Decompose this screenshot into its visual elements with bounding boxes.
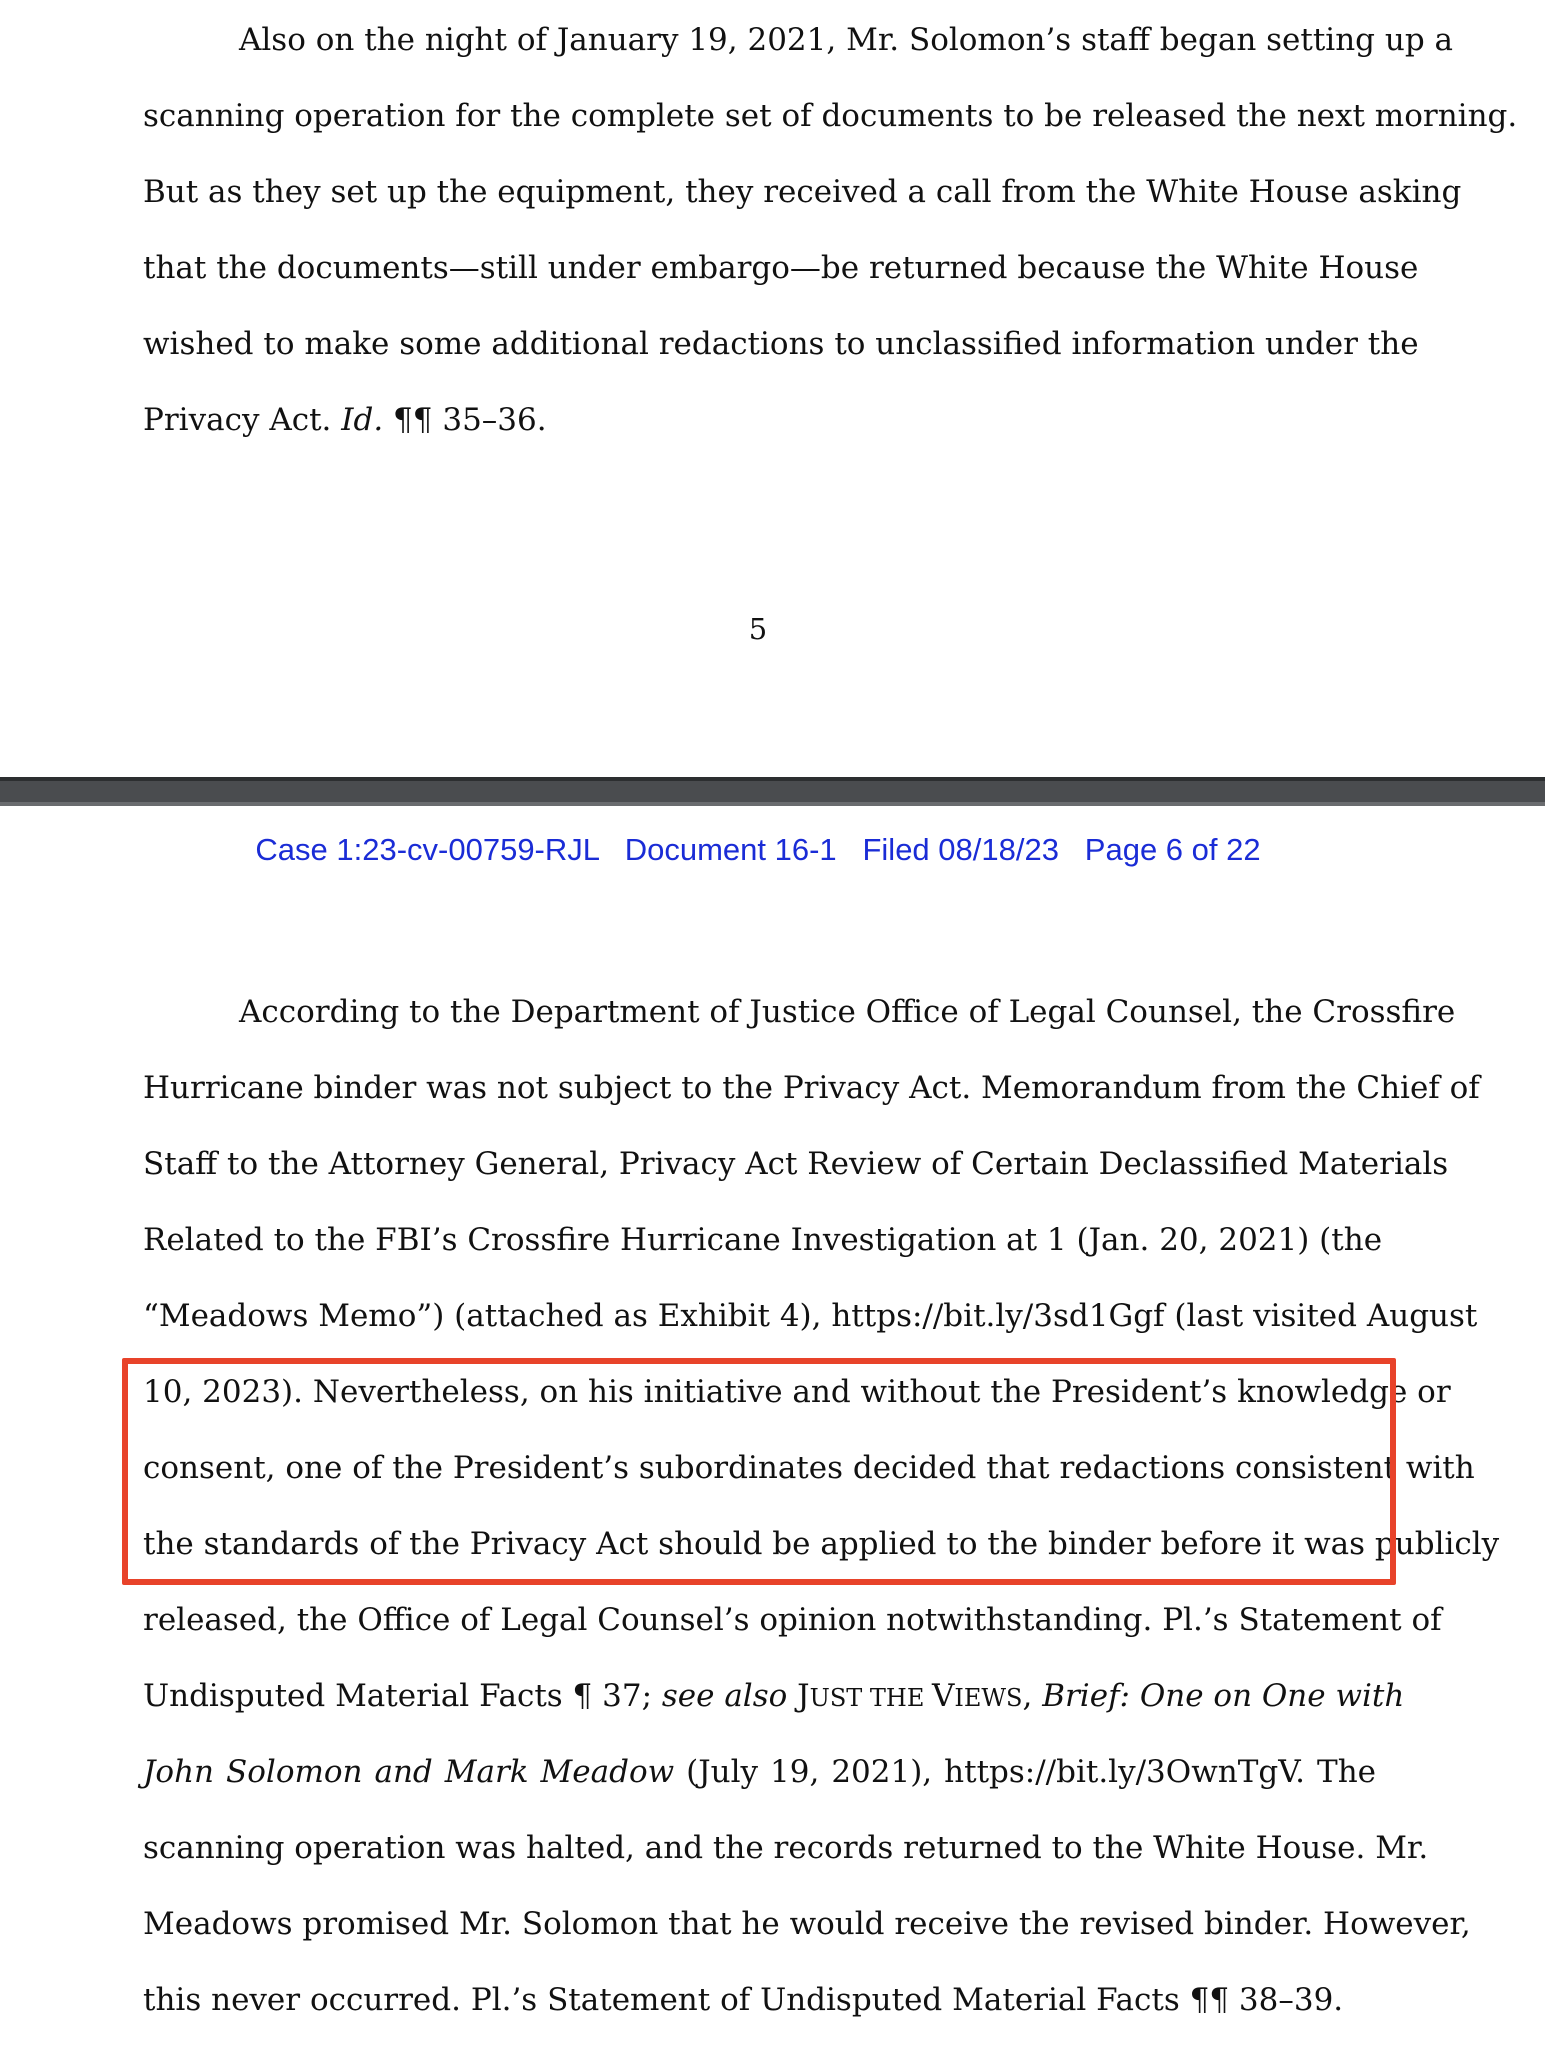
text-line xyxy=(143,1678,1405,1714)
text-line: consent, one of the President’s subordinates decided that redactions consistent with xyxy=(143,1450,1475,1486)
text-line xyxy=(143,402,1376,438)
source-title: Brief: One on One with xyxy=(1042,1678,1405,1714)
text-line: 10, 2023). Nevertheless, on his initiative and without the President’s knowledge or xyxy=(143,1374,1451,1410)
citation-id: Id. xyxy=(341,402,384,438)
page-separator xyxy=(0,777,1545,806)
text-line: this never occurred. Pl.’s Statement of Undisputed Material Facts ¶¶ 38–39. xyxy=(143,1982,1344,2018)
text-line: “Meadows Memo”) (attached as Exhibit 4), https://bit.ly/3sd1Ggf (last visited August xyxy=(143,1298,1478,1334)
text-line: scanning operation was halted, and the records returned to the White House. Mr. xyxy=(143,1830,1429,1866)
text-line xyxy=(143,1754,1376,1790)
text-line: But as they set up the equipment, they received a call from the White House asking xyxy=(143,174,1462,210)
text-line: the standards of the Privacy Act should be applied to the binder before it was publicly xyxy=(143,1526,1500,1562)
text-line: According to the Department of Justice Office of Legal Counsel, the Crossfire xyxy=(239,994,1456,1030)
text-line: scanning operation for the complete set of documents to be released the next morning. xyxy=(143,98,1518,134)
text-run: (July 19, 2021), https://bit.ly/3OwnTgV. The xyxy=(674,1754,1376,1790)
text-line: wished to make some additional redactions to unclassified information under the xyxy=(143,326,1419,362)
text-line: that the documents—still under embargo—be returned because the White House xyxy=(143,250,1419,286)
text-run: V xyxy=(931,1678,955,1714)
text-line: Related to the FBI’s Crossfire Hurricane Investigation at 1 (Jan. 20, 2021) (the xyxy=(143,1222,1383,1258)
text-line: Also on the night of January 19, 2021, Mr. Solomon’s staff began setting up a xyxy=(239,22,1454,58)
text-run: ¶¶ 35–36. xyxy=(383,402,547,438)
text-run: , xyxy=(1022,1678,1043,1714)
text-run: J xyxy=(787,1678,810,1714)
text-line: Staff to the Attorney General, Privacy Act Review of Certain Declassified Materials xyxy=(143,1146,1449,1182)
text-run: Privacy Act. xyxy=(143,402,342,438)
smallcaps-run: UST THE xyxy=(809,1684,932,1712)
text-line: released, the Office of Legal Counsel’s opinion notwithstanding. Pl.’s Statement of xyxy=(143,1602,1442,1638)
smallcaps-run: IEWS xyxy=(954,1684,1023,1712)
highlight-box xyxy=(122,1358,1500,1585)
case-header: Case 1:23-cv-00759-RJL Document 16-1 Filed 08/18/23 Page 6 of 22 xyxy=(255,832,1261,867)
page-number: 5 xyxy=(748,612,768,646)
text-line: Hurricane binder was not subject to the Privacy Act. Memorandum from the Chief of xyxy=(143,1070,1480,1106)
text-line: Meadows promised Mr. Solomon that he would receive the revised binder. However, xyxy=(143,1906,1471,1942)
signal-see-also: see also xyxy=(661,1678,788,1714)
text-run: Undisputed Material Facts ¶ 37; xyxy=(143,1678,662,1714)
source-title: John Solomon and Mark Meadow xyxy=(143,1754,675,1790)
